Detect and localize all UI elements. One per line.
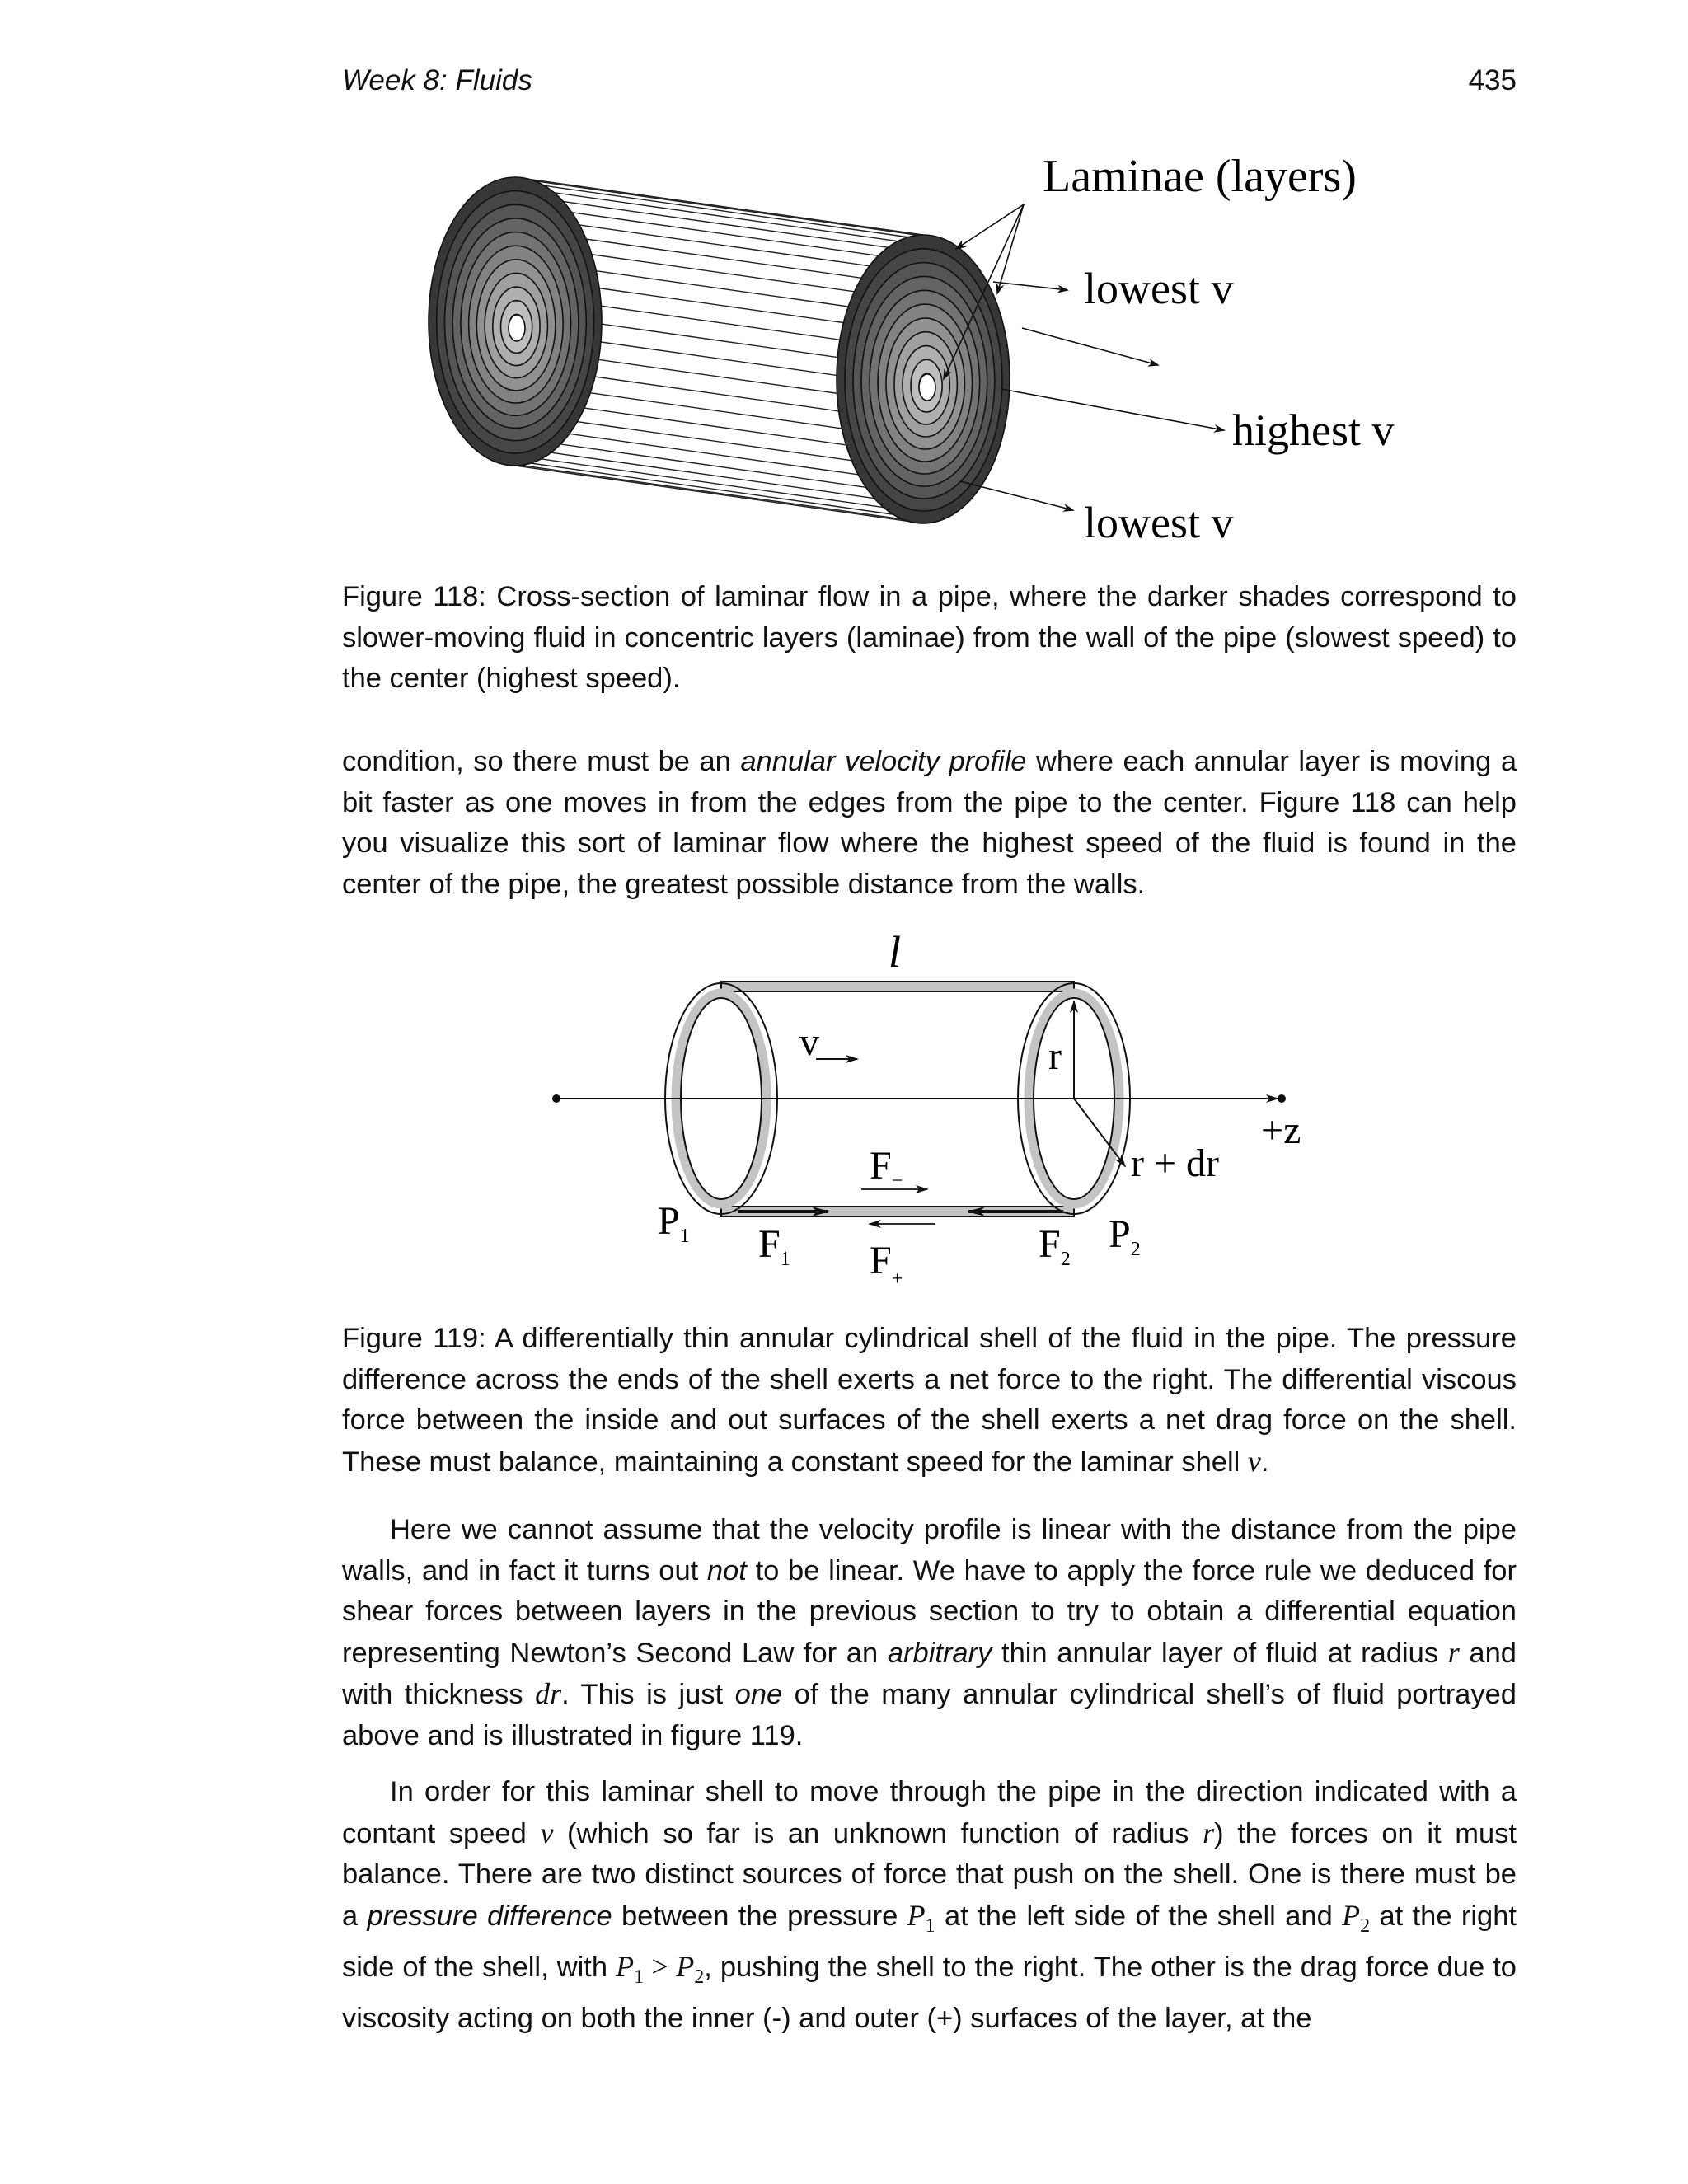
label-plus-z: +z bbox=[1261, 1108, 1301, 1152]
emphasis-arbitrary: arbitrary bbox=[887, 1637, 992, 1669]
z-axis bbox=[553, 1095, 1285, 1102]
math-v: v bbox=[1247, 1444, 1261, 1478]
label-laminae: Laminae (layers) bbox=[1043, 151, 1357, 202]
math-v: v bbox=[540, 1816, 554, 1849]
math-r: r bbox=[1447, 1635, 1460, 1669]
pipe-left-end-disk bbox=[429, 177, 602, 466]
page-number: 435 bbox=[1468, 64, 1517, 96]
figure-119-annular-shell bbox=[536, 927, 1360, 1298]
paragraph-2: Here we cannot assume that the velocity profile is linear with the distance from the pipe walls, and in fact it turns out not to be linear. We have to apply the force rule we deduced for shear forces between layers in the previous section to try to obtain a differential equation representing Newton’s Second Law for an arbitrary thin annular layer of fluid at radius r and with thickness dr. This is just one of the many annular cylindrical shell’s of fluid portrayed above and is illustrated in figure 119. bbox=[342, 1514, 1517, 1751]
emphasis-annular-velocity-profile: annular velocity profile bbox=[740, 746, 1027, 777]
label-lowest-v-top: lowest v bbox=[1084, 264, 1234, 313]
label-F2: $F_2$ bbox=[1039, 1222, 1071, 1270]
math-P1: $P_1$ bbox=[907, 1898, 935, 1937]
label-lowest-v-bottom: lowest v bbox=[1084, 498, 1234, 547]
math-P1-gt-P2: $P_1 > P_2$ bbox=[616, 1950, 705, 1989]
figure-118-caption: Figure 118: Cross-section of laminar flow in a pipe, where the darker shades correspond to slower-moving fluid in concentric layers (laminae) from the wall of the pipe (slowest speed) to the center (highest speed). bbox=[342, 581, 1517, 694]
label-F1: $F_1$ bbox=[758, 1222, 790, 1270]
label-r-plus-dr: r + dr bbox=[1131, 1141, 1220, 1185]
lamina-center bbox=[509, 315, 525, 341]
label-P2: $P_2$ bbox=[1109, 1212, 1141, 1260]
figure-119-caption: Figure 119: A differentially thin annular cylindrical shell of the fluid in the pipe. The pressure difference across the ends of the shell exerts a net force to the right. The differential viscous force between the inside and out surfaces of the shell exerts a net drag force on the shell. These must balance, maintaining a constant speed for the laminar shell v. bbox=[342, 1323, 1517, 1478]
pipe-right-end-disk bbox=[837, 235, 1010, 523]
running-title: Week 8: Fluids bbox=[342, 64, 532, 96]
paragraph-3: In order for this laminar shell to move through the pipe in the direction indicated with a contant speed v (which so far is an unknown function of radius r) the forces on it must balance. There are two distinct sources of force that push on the shell. One is there must be a pressure difference between the pressure $P_1$ at the left side of the shell and $P_2$ at the right side of the shell, with $P_1 > P_2$, pushing the shell to the right. The other is the drag force due to viscosity acting on both the inner (-) and outer (+) surfaces of the layer, at the bbox=[342, 1776, 1517, 2034]
label-F-plus: $F_+$ bbox=[870, 1239, 903, 1290]
label-P1: $P_1$ bbox=[658, 1199, 690, 1247]
label-highest-v: highest v bbox=[1232, 405, 1395, 455]
lamina-center bbox=[919, 374, 935, 401]
math-dr: dr bbox=[535, 1677, 562, 1710]
paragraph-1: condition, so there must be an annular velocity profile where each annular layer is moving a bit faster as one moves in from the edges from the pipe to the center. Figure 118 can help you visualize this sort of laminar flow where the highest speed of the fluid is found in the center of the pipe, the greatest possible distance from the walls. bbox=[342, 746, 1517, 900]
label-F-minus: $F_-$ bbox=[870, 1144, 903, 1192]
label-length-l: l bbox=[889, 927, 902, 977]
label-r: r bbox=[1048, 1034, 1062, 1078]
emphasis-not: not bbox=[706, 1554, 747, 1586]
math-r: r bbox=[1203, 1816, 1215, 1849]
math-P2: $P_2$ bbox=[1342, 1898, 1371, 1937]
figure-118-laminar-pipe bbox=[412, 132, 1451, 560]
emphasis-one: one bbox=[734, 1679, 783, 1710]
label-v: v bbox=[799, 1020, 819, 1064]
emphasis-pressure-difference: pressure difference bbox=[367, 1900, 612, 1932]
running-head bbox=[342, 64, 1517, 105]
